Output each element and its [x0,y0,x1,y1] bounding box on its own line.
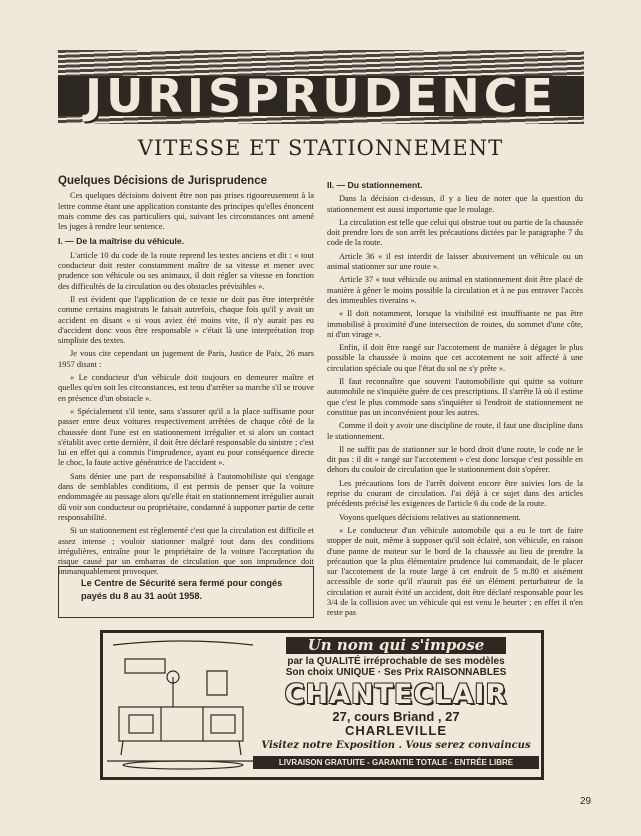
paragraph: Il est évident que l'application de ce texte ne doit pas être interprétée comme certains magistrats le faisait autrefois, chaque fois qu'il y avait un accident en disant « si vous aviez été moins vite, il n'y aurait pas eu d'accident donc vous être responsable » c'était là une interprétation trop simpliste des textes. [58,294,314,346]
paragraph: Sans dénier une part de responsabilité à l'automobiliste qui s'engage dans de semblables conditions, il est permis de penser que la voiture endommagée au passage alors qu'elle était en stationnement irrégulier aurait dû voir son conducteur ou propriétaire, condamné à supporter partie de cette responsabilité. [58,471,314,522]
paragraph: Si un stationnement est règlementé c'est que la circulation est difficile et assez intense ; vouloir stationner malgré tout dans des conditions irrégulières, entraîne pour le propriétaire de la voiture l'acceptation du risque causé par un embarras de circulation que son imprudence doit immanquablement provoquer. [58,526,314,577]
paragraph: Enfin, il doit être rangé sur l'accotement de manière à dégager le plus possible la chaussée à moins que cet accotement ne soit affecté à une circulation spéciale ou que l'état du sol ne s'y prête ». [327,343,583,373]
paragraph: Les précautions lors de l'arrêt doivent encore être suivies lors de la reprise du courant de circulation. J'ai déjà à ce sujet dans des articles précédents précisé les exigences de l'article 6 du code de la route. [327,478,583,509]
ad-choice-line: Son choix UNIQUE · Ses Prix RAISONNABLES [285,667,507,678]
section2-title: II. — Du stationnement. [327,180,423,190]
paragraph: Il ne suffit pas de stationner sur le bord droit d'une route, le code ne le dit pas : il dit « rangé sur l'accotement » c'est donc lorsque c'est possible en dehors du couloir de circulation que le stationnement doit s'opérer. [327,444,583,475]
ad-address: 27, cours Briand , 27 [332,709,460,724]
ad-brand-name: CHANTECLAIR [284,679,508,710]
paragraph: Article 36 « il est interdit de laisser abusivement un véhicule ou un animal stationner sur une route ». [327,251,583,272]
chanteclair-advertisement [100,630,544,780]
section1-title: I. — De la maîtrise du véhicule. [58,236,185,247]
banner-title: JURISPRUDENCE [85,69,557,123]
ad-slogan: Un nom qui s'impose [286,637,506,654]
paragraph: « Le conducteur d'un véhicule automobile qui a eu le tort de faire stopper de nuit, même à supposer qu'il soit éclairé, son véhicule, en raison d'une panne de moteur sur le bord de la chaussée au lieu de prendre la précaution que la plus élémentaire prudence lui commandait, de le placer sur l'accotement de la route large à cet endroit de 5 m.80 et aisément accessible de sorte qu'il n'aurait pas été un élément perturbateur de la circulation et aurait évité un accident, doit être déclaré responsable pour les 3/4 de la collision avec un véhicule qui est venu le heurter ; en effet il n'en reste pas [327,525,583,618]
ad-visit-line: Visitez notre Exposition . Vous serez convaincus [261,740,531,751]
furniture-illustration [107,637,259,773]
paragraph: Voyons quelques décisions relatives au stationnement. [339,512,521,522]
ad-city: CHARLEVILLE [345,723,447,738]
paragraph: « Il doit notamment, lorsque la visibilité est insuffisante ne pas être immobilisé à proximité d'une intersection de routes, du sommet d'une côte, ni d'un virage ». [327,309,583,339]
paragraph: Comme il doit y avoir une discipline de route, il faut une discipline dans le stationnement. [327,421,583,441]
paragraph: La circulation est telle que celui qui obstrue tout ou partie de la chaussée doit prendre lors de son arrêt les précautions dictées par le paragraphe 7 du code de la route. [327,217,583,248]
paragraph: Article 37 « tout véhicule ou animal en stationnement doit être placé de manière à gêner le moins possible la circulation et à ne pas entraver l'accès des immeubles riverains ». [327,275,583,305]
paragraph: Je vous cite cependant un jugement de Paris, Justice de Paix, 26 mars 1957 disant : [58,349,314,369]
page-number: 29 [580,796,592,807]
right-column [327,176,583,622]
article-headline: VITESSE ET STATIONNEMENT [137,136,504,160]
closure-notice-box [58,566,314,618]
closure-notice-text: Le Centre de Sécurité sera fermé pour congés payés du 8 au 31 août 1958. [81,578,283,601]
ad-footer-band: LIVRAISON GRATUITE - GARANTIE TOTALE - ENTRÉE LIBRE [253,756,539,769]
paragraph: « Le conducteur d'un véhicule doit toujours en demeurer maître et quelles qu'en soit les circonstances, est tenu d'arrêter sa marche s'il se trouve en présence d'un obstacle ». [58,373,314,403]
ad-text-block [253,637,539,777]
jurisprudence-banner [58,50,584,124]
intro-paragraph: Ces quelques décisions doivent être non pas prises rigoureusement à la lettre comme étant une application constante des principes qu'elles énoncent mais comme des cas particuliers qui, suivant les circonstances ont amené les juges à rendre leur sentence. [58,191,314,232]
paragraph: L'article 10 du code de la route reprend les textes anciens et dit : « tout conducteur doit rester constamment maître de sa vitesse et mener avec prudence son véhicule ou ses animaux, il doit régler sa vitesse en fonction des difficultés de la circulation ou des obstacles prévisibles ». [58,250,314,291]
ad-quality-line: par la QUALITÉ irréprochable de ses modèles [287,656,505,667]
paragraph: Il faut reconnaître que souvent l'automobiliste qui quitte sa voiture automobile ne s'inquiète guère de ces prescriptions. Il s'arrête là où il estime que c'est le plus commode sans s'inquiéter si l'endroit de stationnement ne constitue pas un inconvénient pour les autres. [327,377,583,417]
paragraph: « Spécialement s'il tente, sans s'assurer qu'il a la place suffisante pour passer entre deux voitures respectivement arrêtées de chaque côté de la chaussée dont l'une est en stationnement irrégulier et si alors un contact s'établit avec cette dernière, il doit être déclaré responsable du sinistre ; c'est lui en effet qui a commis l'imprudence, ayant eu pour conséquence directe le choc, la faute active génératrice de l'accident ». [58,406,314,468]
paragraph: Dans la décision ci-dessus, il y a lieu de noter que la question du stationnement est aussi importante que le roulage. [327,194,583,214]
left-column [58,176,314,581]
left-heading: Quelques Décisions de Jurisprudence [58,175,267,187]
